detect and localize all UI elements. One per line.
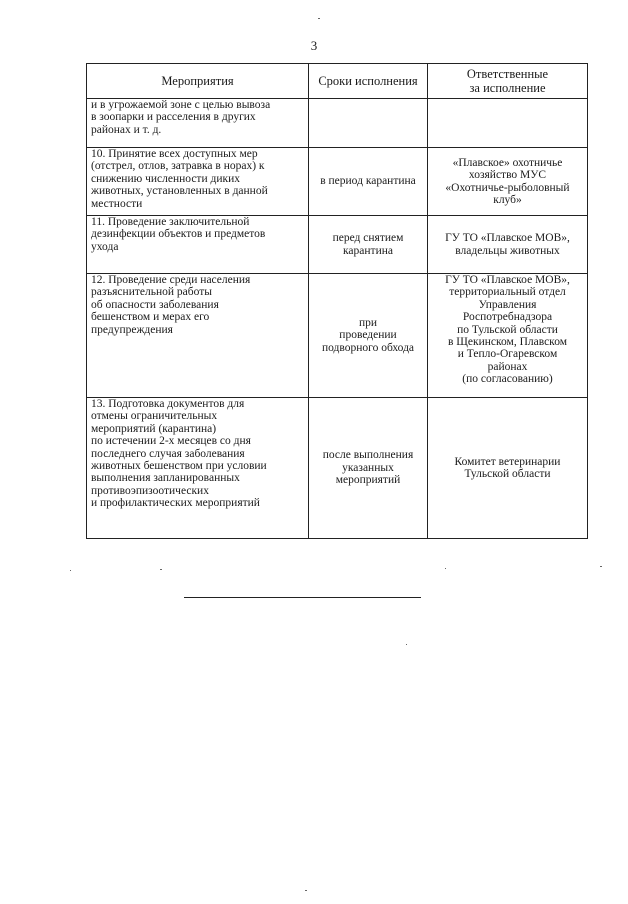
deadline-cell — [309, 99, 428, 148]
table-row — [87, 99, 588, 148]
deadline-cell: после выполнения указанных мероприятий — [309, 398, 428, 539]
scan-speck — [445, 568, 446, 569]
scan-speck — [406, 644, 407, 645]
responsible-cell — [428, 99, 588, 148]
deadline-cell: при проведении подворного обхода — [309, 274, 428, 398]
scan-speck — [600, 566, 602, 567]
table-row — [87, 398, 588, 539]
activity-cell: 13. Подготовка документов для отмены ограничительных мероприятий (карантина) по истечении 2-х месяцев со дня последнего случая заболевания животных бешенством при условии выполнения запланированных противоэпизоотических и профилактических мероприятий — [87, 398, 309, 539]
responsible-cell: «Плавское» охотничье хозяйство МУС «Охотничье-рыболовный клуб» — [428, 148, 588, 216]
activity-cell: и в угрожаемой зоне с целью вывоза в зоопарки и расселения в других районах и т. д. — [87, 99, 309, 148]
scan-speck — [305, 890, 307, 891]
responsible-cell: ГУ ТО «Плавское МОВ», территориальный отдел Управления Роспотребнадзора по Тульской области в Щекинском, Плавском и Тепло-Огаревском районах (по согласованию) — [428, 274, 588, 398]
deadline-cell: перед снятием карантина — [309, 216, 428, 274]
page-number: 3 — [310, 38, 318, 53]
scan-speck — [70, 570, 71, 571]
responsible-cell: ГУ ТО «Плавское МОВ», владельцы животных — [428, 216, 588, 274]
activity-cell: 12. Проведение среди населения разъяснительной работы об опасности заболевания бешенством и мерах его предупреждения — [87, 274, 309, 398]
activity-cell: 11. Проведение заключительной дезинфекции объектов и предметов ухода — [87, 216, 309, 274]
scan-speck — [160, 569, 162, 570]
responsible-cell: Комитет ветеринарии Тульской области — [428, 398, 588, 539]
header-responsible: Ответственные за исполнение — [428, 64, 588, 99]
header-activities: Мероприятия — [87, 64, 309, 99]
table-row — [87, 274, 588, 398]
table-row — [87, 216, 588, 274]
closing-rule — [184, 597, 421, 598]
activity-cell: 10. Принятие всех доступных мер (отстрел, отлов, затравка в норах) к снижению численности диких животных, установленных в данной местности — [87, 148, 309, 216]
table-row — [87, 148, 588, 216]
header-deadlines: Сроки исполнения — [309, 64, 428, 99]
deadline-cell: в период карантина — [309, 148, 428, 216]
activities-table — [86, 63, 588, 539]
scan-speck — [318, 18, 320, 19]
table-header-row — [87, 64, 588, 99]
